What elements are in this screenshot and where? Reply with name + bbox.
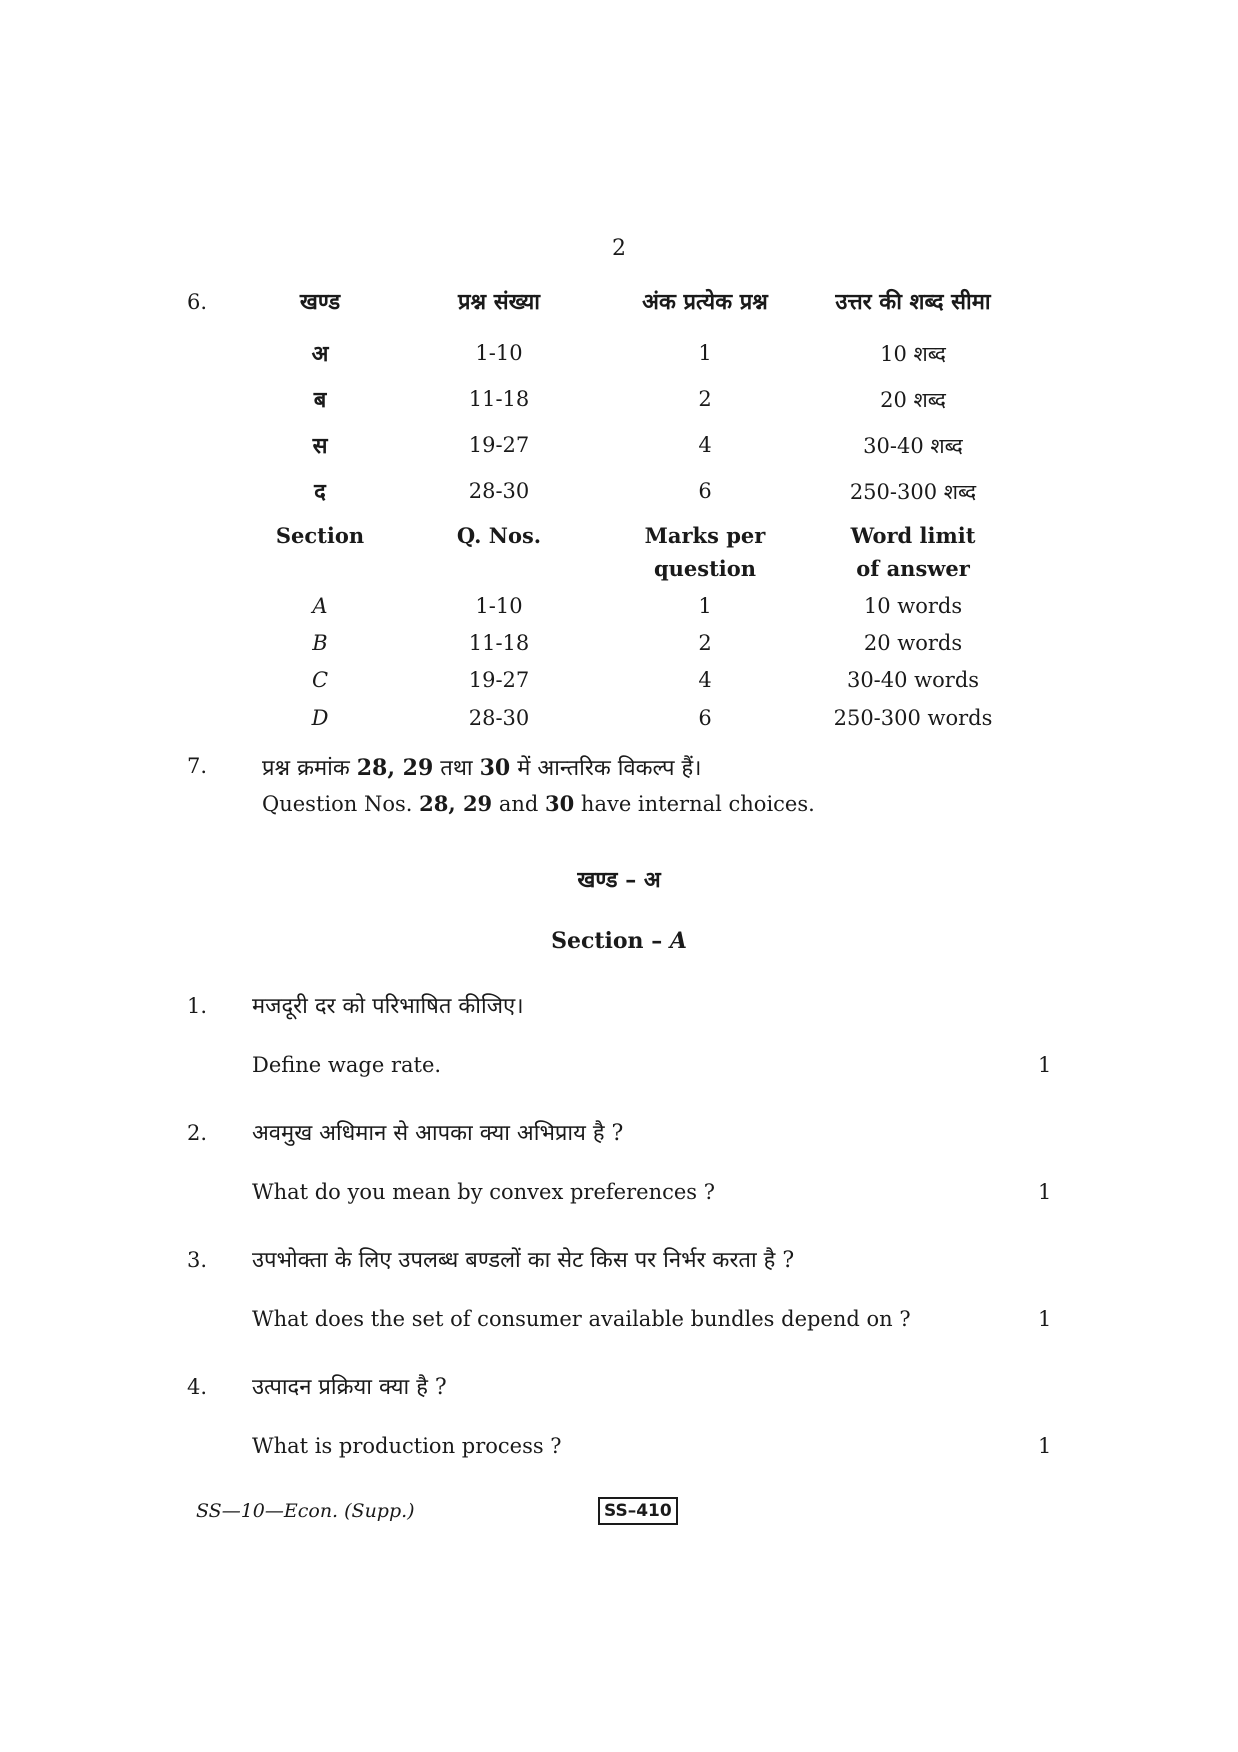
english-section-cell: C — [311, 668, 329, 692]
instruction-7-english: Question Nos. 28, 29 and 30 have internal choices. — [262, 791, 815, 816]
question-english: Define wage rate. — [252, 1053, 442, 1077]
english-header-qnos: Q. Nos. — [456, 523, 542, 548]
english-words-cell: 20 words — [863, 631, 963, 655]
english-section-cell: B — [312, 631, 328, 655]
footer-paper-code: SS—10—Econ. (Supp.) — [196, 1500, 415, 1522]
question-hindi: उपभोक्ता के लिए उपलब्ध बण्डलों का सेट किस पर निर्भर करता है ? — [252, 1248, 795, 1273]
question-hindi: अवमुख अधिमान से आपका क्या अभिप्राय है ? — [252, 1121, 624, 1146]
question-hindi: मजदूरी दर को परिभाषित कीजिए। — [252, 994, 524, 1019]
english-header-marks: Marks per question — [644, 523, 766, 581]
hindi-qnos-cell: 11-18 — [468, 387, 530, 411]
hindi-section-cell: अ — [311, 341, 329, 367]
english-qnos-cell: 19-27 — [468, 668, 530, 692]
english-header-section: Section — [275, 523, 365, 548]
question-english: What does the set of consumer available bundles depend on ? — [252, 1307, 911, 1331]
english-section-cell: A — [312, 594, 328, 618]
english-words-cell: 250-300 words — [833, 706, 993, 730]
footer-code-box: SS–410 — [598, 1497, 678, 1525]
instruction-7-number: 7. — [187, 754, 208, 778]
page-number: 2 — [612, 236, 626, 261]
hindi-words-cell: 10 शब्द — [880, 342, 946, 366]
english-marks-cell: 4 — [698, 668, 712, 692]
hindi-section-cell: द — [314, 479, 326, 505]
question-number: 3. — [187, 1248, 208, 1272]
hindi-marks-cell: 1 — [698, 341, 712, 365]
instruction-7-hindi: प्रश्न क्रमांक 28, 29 तथा 30 में आन्तरिक विकल्प हैं। — [262, 755, 702, 781]
english-section-cell: D — [311, 706, 329, 730]
english-words-cell: 30-40 words — [846, 668, 980, 692]
question-number: 2. — [187, 1121, 208, 1145]
hindi-words-cell: 250-300 शब्द — [849, 480, 977, 504]
hindi-words-cell: 30-40 शब्द — [863, 434, 963, 458]
question-number: 4. — [187, 1375, 208, 1399]
english-qnos-cell: 11-18 — [468, 631, 530, 655]
english-qnos-cell: 28-30 — [468, 706, 530, 730]
hindi-qnos-cell: 19-27 — [468, 433, 530, 457]
hindi-header-section: खण्ड — [299, 289, 341, 315]
hindi-marks-cell: 6 — [698, 479, 712, 503]
hindi-section-cell: ब — [313, 387, 327, 413]
question-marks: 1 — [1038, 1307, 1052, 1331]
english-header-word-limit: Word limit of answer — [850, 523, 976, 581]
question-marks: 1 — [1038, 1180, 1052, 1204]
english-words-cell: 10 words — [863, 594, 963, 618]
hindi-qnos-cell: 1-10 — [475, 341, 523, 365]
hindi-header-qnos: प्रश्न संख्या — [458, 289, 540, 315]
english-marks-cell: 1 — [698, 594, 712, 618]
section-heading-hindi: खण्ड – अ — [577, 867, 661, 893]
hindi-qnos-cell: 28-30 — [468, 479, 530, 503]
english-marks-cell: 2 — [698, 631, 712, 655]
english-marks-cell: 6 — [698, 706, 712, 730]
hindi-section-cell: स — [312, 433, 328, 459]
hindi-marks-cell: 4 — [698, 433, 712, 457]
hindi-marks-cell: 2 — [698, 387, 712, 411]
question-hindi: उत्पादन प्रक्रिया क्या है ? — [252, 1375, 447, 1400]
question-english: What do you mean by convex preferences ? — [252, 1180, 715, 1204]
question-marks: 1 — [1038, 1434, 1052, 1458]
question-number: 1. — [187, 994, 208, 1018]
question-marks: 1 — [1038, 1053, 1052, 1077]
section-heading-english: Section – A — [551, 928, 687, 954]
instruction-6-number: 6. — [187, 290, 208, 314]
hindi-words-cell: 20 शब्द — [880, 388, 946, 412]
hindi-header-marks: अंक प्रत्येक प्रश्न — [642, 289, 768, 315]
english-qnos-cell: 1-10 — [475, 594, 523, 618]
question-english: What is production process ? — [252, 1434, 562, 1458]
hindi-header-word-limit: उत्तर की शब्द सीमा — [835, 289, 991, 315]
